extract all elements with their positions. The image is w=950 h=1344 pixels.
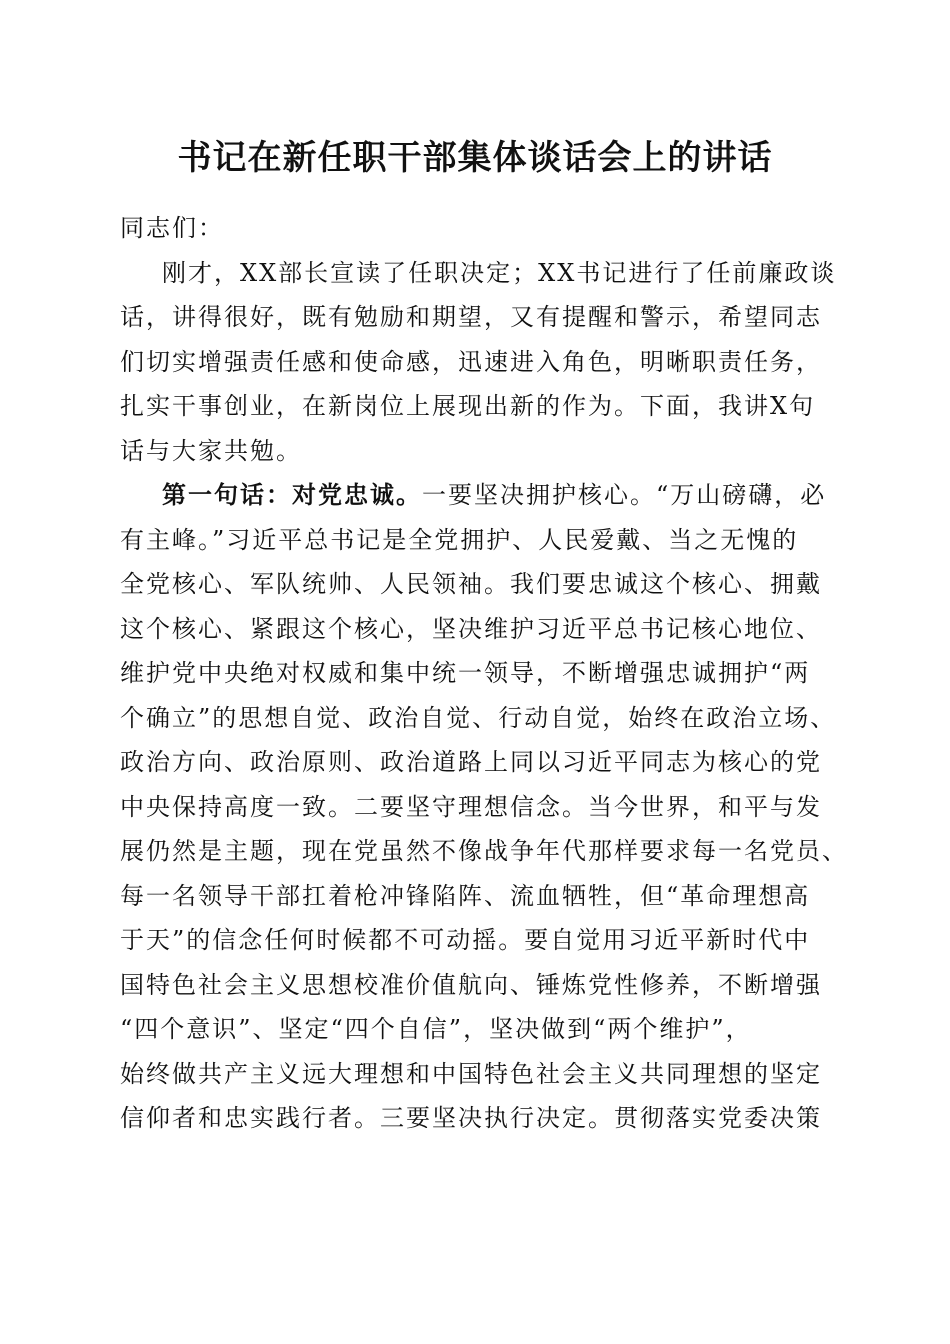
paragraph-2-line: 每一名领导干部扛着枪冲锋陷阵、流血牺牲，但“革命理想高 <box>120 881 811 910</box>
salutation: 同志们： <box>120 214 224 242</box>
section-lead-heading: 第一句话：对党忠诚。 <box>162 480 422 509</box>
paragraph-1-line: 话与大家共勉。 <box>120 436 302 465</box>
paragraph-2-line: 全党核心、军队统帅、人民领袖。我们要忠诚这个核心、拥戴 <box>120 570 822 598</box>
paragraph-1-line: 话，讲得很好，既有勉励和期望，又有提醒和警示，希望同志 <box>120 303 822 331</box>
paragraph-2-line: 于天”的信念任何时候都不可动摇。要自觉用习近平新时代中 <box>120 926 811 954</box>
document-title: 书记在新任职干部集体谈话会上的讲话 <box>177 138 773 178</box>
paragraph-2-line: 这个核心、紧跟这个核心，坚决维护习近平总书记核心地位、 <box>120 614 822 643</box>
document-body <box>120 206 848 1141</box>
paragraph-2-line: “四个意识”、坚定“四个自信”，坚决做到“两个维护”， <box>120 1015 752 1043</box>
paragraph-2-first-line <box>120 473 828 518</box>
paragraph-2-line: 展仍然是主题，现在党虽然不像战争年代那样要求每一名党员、 <box>120 837 848 865</box>
paragraph-2-line: 始终做共产主义远大理想和中国特色社会主义共同理想的坚定 <box>120 1059 822 1088</box>
paragraph-2-line: 中央保持高度一致。二要坚守理想信念。当今世界，和平与发 <box>120 792 822 821</box>
paragraph-2-line: 有主峰。”习近平总书记是全党拥护、人民爱戴、当之无愧的 <box>120 525 799 554</box>
paragraph-2-line: 维护党中央绝对权威和集中统一领导，不断增强忠诚拥护“两 <box>120 659 811 687</box>
paragraph-2-first-line-text: 一要坚决拥护核心。“万山磅礴，必 <box>422 481 827 509</box>
paragraph-2-line: 个确立”的思想自觉、政治自觉、行动自觉，始终在政治立场、 <box>120 703 837 732</box>
paragraph-2-line: 信仰者和忠实践行者。三要坚决执行决定。贯彻落实党委决策 <box>120 1104 822 1132</box>
paragraph-1-line: 扎实干事创业，在新岗位上展现出新的作为。下面，我讲X句 <box>120 392 816 420</box>
paragraph-2-line: 国特色社会主义思想校准价值航向、锤炼党性修养，不断增强 <box>120 970 822 999</box>
paragraph-1-line: 们切实增强责任感和使命感，迅速进入角色，明晰职责任务， <box>120 347 822 376</box>
paragraph-2-line: 政治方向、政治原则、政治道路上同以习近平同志为核心的党 <box>120 748 822 776</box>
paragraph-1-line: 刚才，XX部长宣读了任职决定；XX书记进行了任前廉政谈 <box>162 258 837 287</box>
